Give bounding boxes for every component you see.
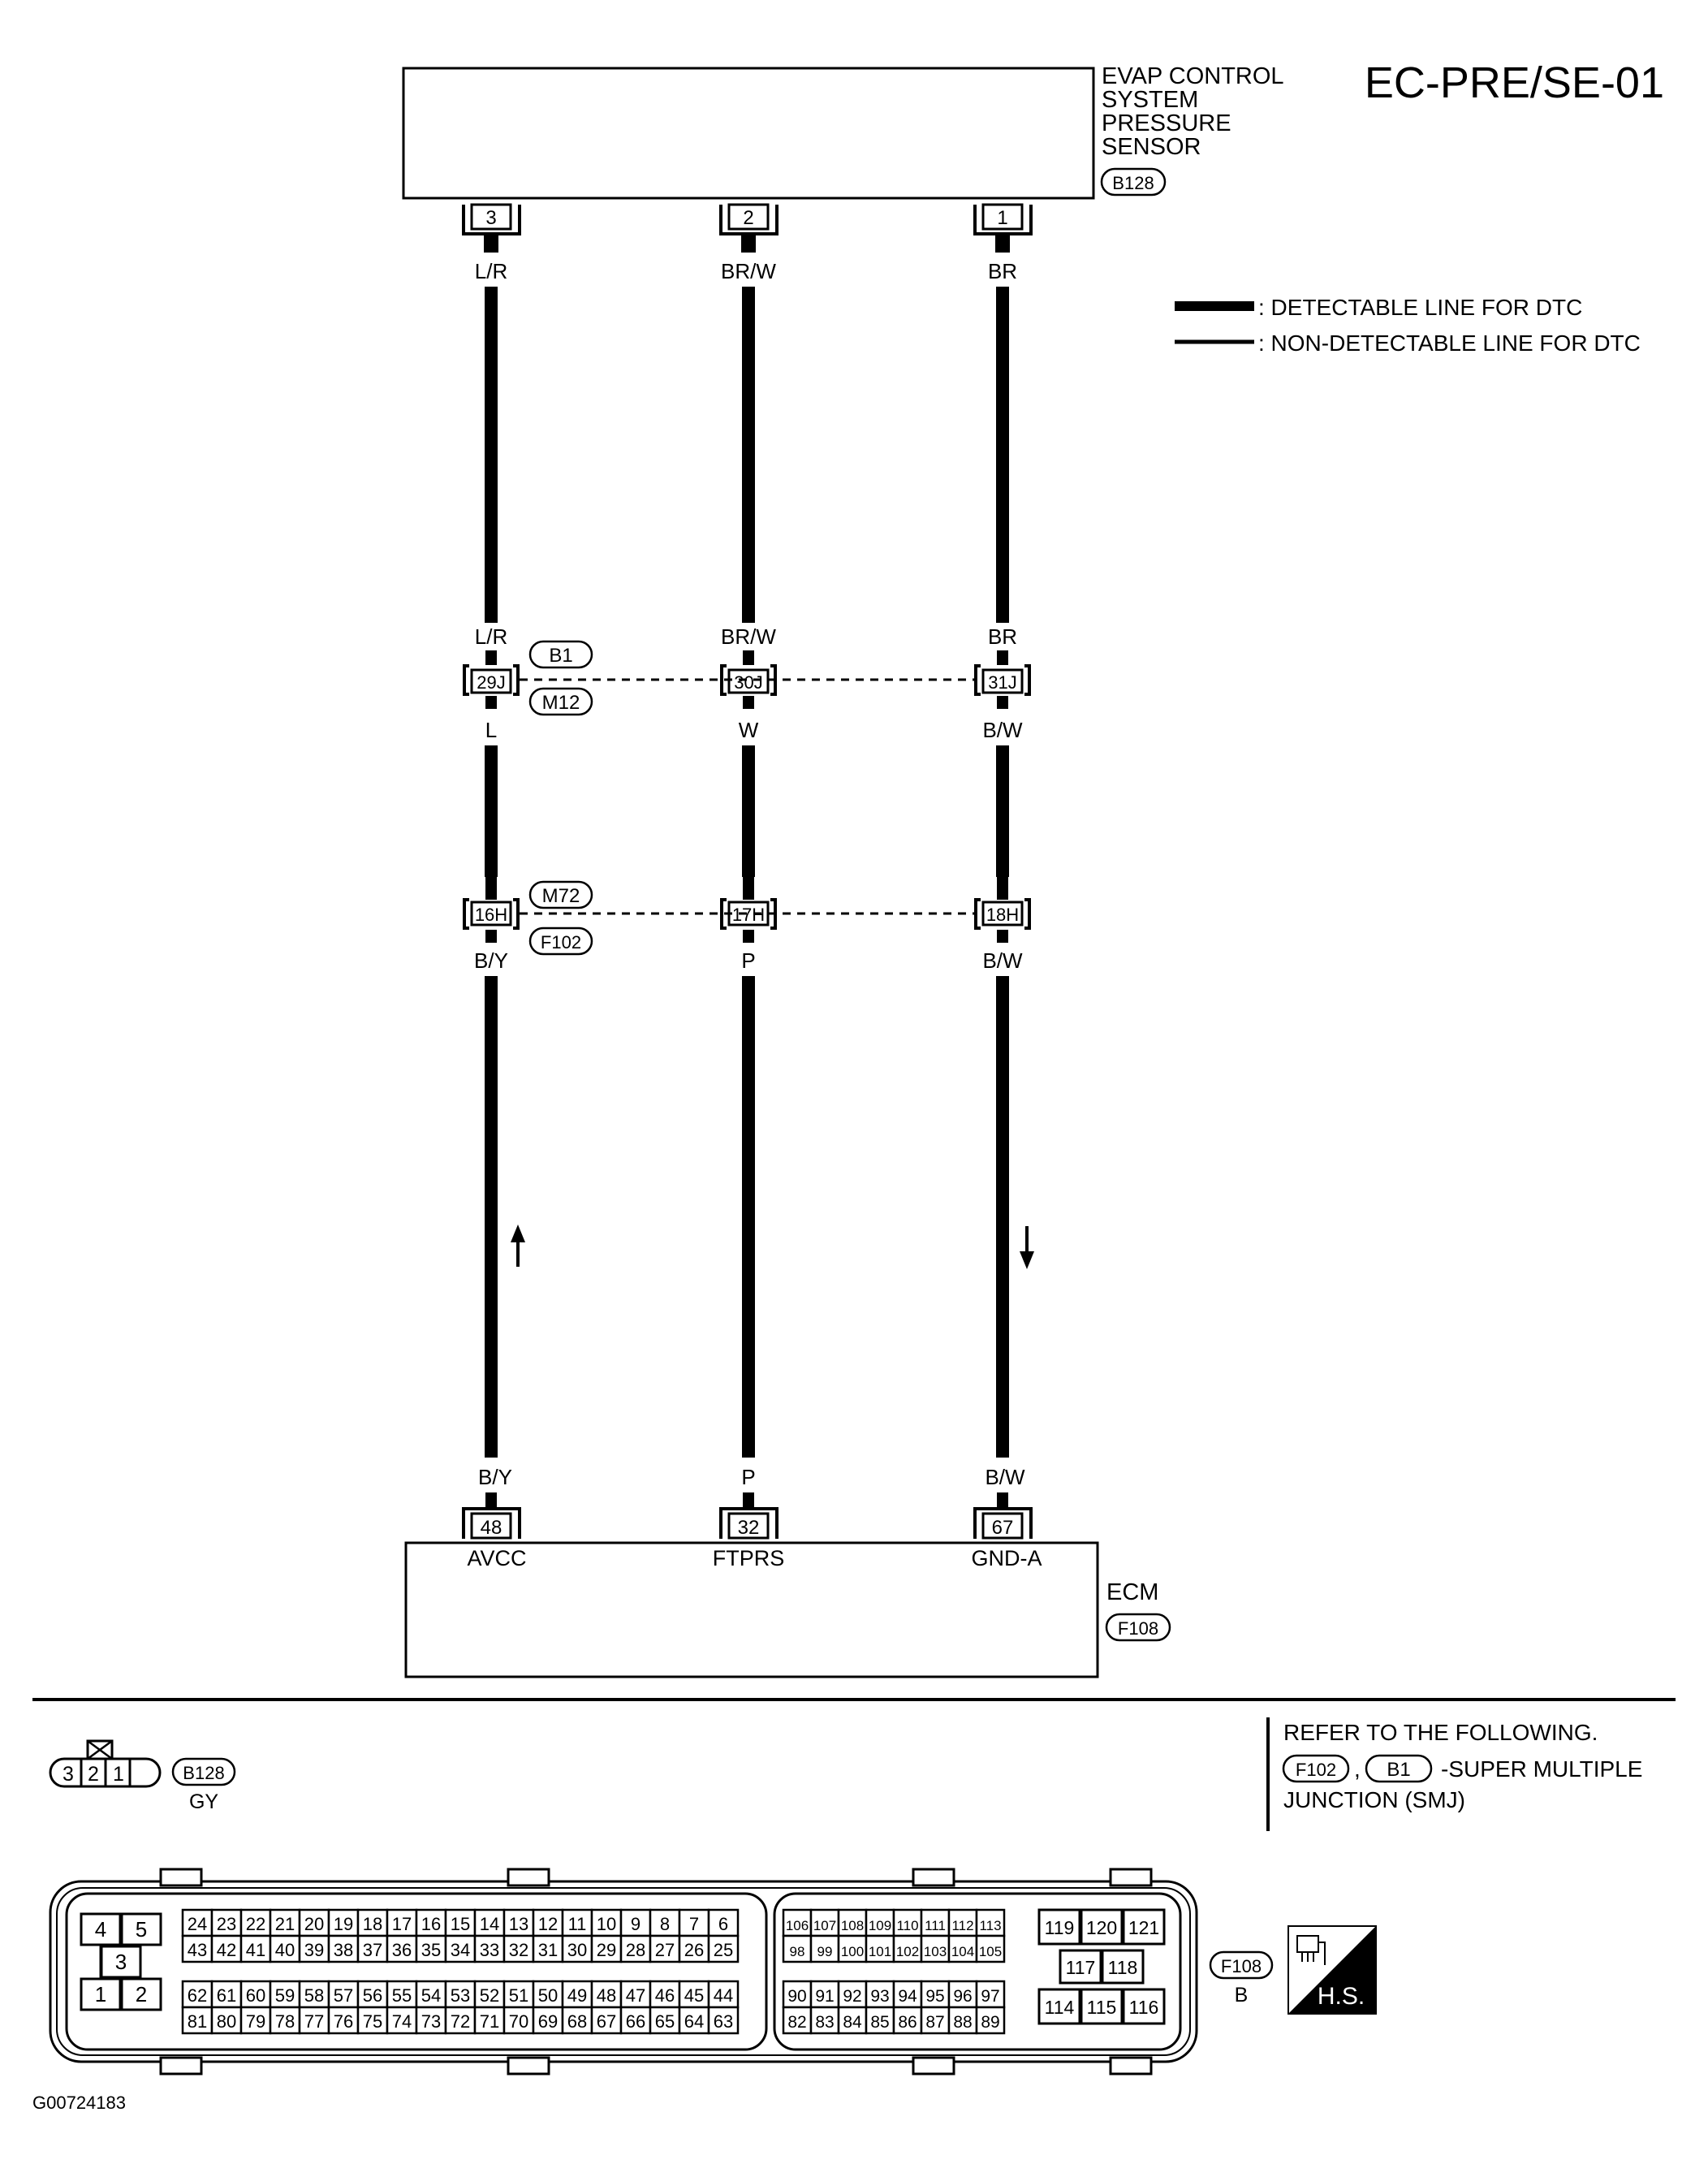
ecm-face-pin: 88 bbox=[953, 2013, 973, 2032]
ecm-face-pin: 113 bbox=[979, 1918, 1002, 1933]
ecm-face-pin: 96 bbox=[953, 1987, 973, 2006]
ecm-face-pin-grid-upper-left bbox=[183, 1910, 738, 1962]
ecm-face-pin: 117 bbox=[1065, 1957, 1096, 1978]
ecm-face-pin: 109 bbox=[868, 1918, 892, 1933]
junction1-wire-top: L/R bbox=[474, 624, 508, 649]
junction2-wire-bottom: P bbox=[741, 948, 756, 973]
junction1-pin: 30J bbox=[734, 672, 763, 693]
ecm-face-pin: 48 bbox=[596, 1985, 617, 2006]
ecm-face-pin: 24 bbox=[187, 1914, 208, 1934]
ecm-face-pin: 63 bbox=[713, 2011, 734, 2032]
wire-color-top: BR bbox=[987, 259, 1018, 283]
ecm-face-pin: 103 bbox=[923, 1944, 947, 1959]
ecm-face-tab bbox=[508, 2058, 549, 2074]
ecm-face-pin: 114 bbox=[1044, 1997, 1075, 2018]
ecm-face-pin: 41 bbox=[245, 1940, 266, 1960]
ecm-pin-number: 67 bbox=[991, 1517, 1014, 1539]
sensor-connector-face bbox=[50, 1741, 235, 1813]
ecm-face-tab bbox=[1111, 1869, 1151, 1885]
junction2-pin: 18H bbox=[986, 905, 1020, 925]
ecm-face-pin: 19 bbox=[333, 1914, 354, 1934]
circuit-3 bbox=[972, 205, 1042, 1570]
ecm-face-pin: 17 bbox=[391, 1914, 412, 1934]
wire-color-top: L/R bbox=[474, 259, 508, 283]
ecm-face-pin: 60 bbox=[245, 1985, 266, 2006]
junction1-wire-bottom: W bbox=[738, 718, 759, 742]
ecm-face-pin: 77 bbox=[304, 2011, 325, 2032]
ecm-signal-name: AVCC bbox=[467, 1546, 527, 1570]
ecm-face-pin: 5 bbox=[135, 1917, 148, 1942]
junction2-stub-top bbox=[743, 877, 754, 900]
ecm-wire-color: B/Y bbox=[478, 1465, 512, 1489]
junction1-stub-bottom bbox=[997, 696, 1008, 709]
ecm-face-pin: 47 bbox=[625, 1985, 646, 2006]
junction1-pin: 29J bbox=[477, 672, 506, 693]
ecm-connector-face bbox=[50, 1869, 1197, 2074]
ecm-face-pin: 40 bbox=[274, 1940, 295, 1960]
ecm-face-pin: 11 bbox=[567, 1914, 587, 1934]
ecm-face-pin: 91 bbox=[815, 1987, 835, 2006]
ecm-face-pin: 43 bbox=[187, 1940, 208, 1960]
ecm-face-pin: 118 bbox=[1107, 1957, 1138, 1978]
ecm-face-pin: 4 bbox=[94, 1917, 107, 1942]
ecm-face-pin: 9 bbox=[630, 1914, 641, 1934]
ecm-pin-number: 48 bbox=[480, 1517, 502, 1539]
hs-icon bbox=[1288, 1926, 1376, 2014]
ecm-face-tab bbox=[1111, 2058, 1151, 2074]
ecm-face-pin: 71 bbox=[479, 2011, 500, 2032]
junction2-stub-top bbox=[485, 877, 497, 900]
sensor-name-line-1: EVAP CONTROL bbox=[1102, 63, 1284, 89]
ecm-face-pin: 55 bbox=[391, 1985, 412, 2006]
legend-non-detectable-text: : NON-DETECTABLE LINE FOR DTC bbox=[1258, 330, 1641, 356]
junction1-connector-bottom: M12 bbox=[541, 692, 580, 714]
ecm-face-pin: 61 bbox=[216, 1985, 237, 2006]
current-arrow-down bbox=[1020, 1226, 1034, 1269]
ecm-wire-color: P bbox=[741, 1465, 756, 1489]
ecm-face-pin: 37 bbox=[362, 1940, 383, 1960]
ecm-pin-number: 32 bbox=[737, 1517, 760, 1539]
ecm-signal-name: GND-A bbox=[971, 1546, 1042, 1570]
refer-separator: , bbox=[1354, 1756, 1361, 1782]
sensor-label bbox=[1102, 63, 1284, 160]
wire-color-top: BR/W bbox=[721, 259, 776, 283]
sensor-face-id: B128 bbox=[183, 1763, 225, 1783]
junction2-wire-bottom: B/Y bbox=[474, 948, 508, 973]
ecm-face-pin: 119 bbox=[1044, 1917, 1075, 1938]
ecm-face-pin: 28 bbox=[625, 1940, 646, 1960]
ecm-face-pin: 10 bbox=[596, 1914, 617, 1934]
ecm-face-pin: 16 bbox=[421, 1914, 442, 1934]
refer-ref-1: F102 bbox=[1295, 1760, 1337, 1780]
sensor-face-pin: 3 bbox=[63, 1763, 74, 1786]
ecm-face-pin: 58 bbox=[304, 1985, 325, 2006]
ecm-face-pin: 65 bbox=[654, 2011, 675, 2032]
ecm-face-pin: 25 bbox=[713, 1940, 734, 1960]
ecm-face-pin: 69 bbox=[537, 2011, 559, 2032]
junction1-bracket-right bbox=[513, 666, 518, 694]
ecm-face-pin: 120 bbox=[1085, 1917, 1118, 1938]
wire-stub bbox=[995, 235, 1010, 253]
ecm-face-pin: 110 bbox=[896, 1918, 919, 1933]
ecm-face-pin-grid-upper-right bbox=[783, 1910, 1004, 1962]
ecm-wire-color: B/W bbox=[985, 1465, 1025, 1489]
ecm-face-pin: 85 bbox=[870, 2013, 890, 2032]
ecm-face-pin: 98 bbox=[789, 1944, 805, 1959]
ecm-face-pin-grid-lower-left bbox=[183, 1981, 738, 2033]
ecm-face-tab bbox=[913, 1869, 954, 1885]
junction1-stub-top bbox=[743, 650, 754, 665]
ecm-face-pin: 86 bbox=[898, 2013, 917, 2032]
sensor-name-line-3: PRESSURE bbox=[1102, 110, 1231, 136]
ecm-face-pin: 80 bbox=[216, 2011, 237, 2032]
sensor-face-color: GY bbox=[188, 1790, 219, 1813]
ecm-face-pin: 105 bbox=[978, 1944, 1003, 1959]
ecm-face-pin: 7 bbox=[688, 1914, 700, 1934]
ecm-face-pin: 49 bbox=[567, 1985, 588, 2006]
ecm-face-pin: 97 bbox=[981, 1987, 1000, 2006]
junction2-stub-top bbox=[997, 877, 1008, 900]
sensor-face-pin: 1 bbox=[113, 1763, 124, 1786]
ecm-face-pin: 35 bbox=[421, 1940, 442, 1960]
ecm-face-pin: 101 bbox=[868, 1944, 892, 1959]
ecm-face-pin: 89 bbox=[981, 2013, 1000, 2032]
ecm-face-pin: 33 bbox=[479, 1940, 500, 1960]
ecm-face-pin: 79 bbox=[245, 2011, 266, 2032]
ecm-face-pin: 82 bbox=[787, 2013, 807, 2032]
ecm-face-pin: 14 bbox=[479, 1914, 500, 1934]
junction2-bracket-left bbox=[464, 900, 469, 928]
ecm-face-pin: 57 bbox=[333, 1985, 354, 2006]
circuit-1 bbox=[464, 205, 527, 1570]
ecm-face-pin: 116 bbox=[1128, 1997, 1159, 2018]
sensor-name-line-4: SENSOR bbox=[1102, 134, 1201, 160]
ecm-face-pin: 76 bbox=[333, 2011, 354, 2032]
ecm-face-pin: 83 bbox=[815, 2013, 835, 2032]
ecm-face-pin: 104 bbox=[951, 1944, 975, 1959]
ecm-face-pin: 2 bbox=[135, 1982, 148, 2006]
ecm-wire-stub bbox=[485, 1492, 497, 1507]
ecm-face-pin: 59 bbox=[274, 1985, 295, 2006]
junction1-wire-top: BR/W bbox=[721, 624, 776, 649]
junction2-bracket-left bbox=[976, 900, 981, 928]
ecm-face-pin: 66 bbox=[625, 2011, 646, 2032]
hs-label: H.S. bbox=[1317, 1983, 1365, 2010]
ecm-face-pin: 20 bbox=[304, 1914, 325, 1934]
junction2-connector-bottom: F102 bbox=[540, 932, 582, 952]
ecm-face-tab bbox=[161, 1869, 201, 1885]
ecm-name: ECM bbox=[1106, 1579, 1159, 1605]
sensor-pin-number: 1 bbox=[997, 207, 1008, 229]
ecm-face-pin: 31 bbox=[537, 1940, 559, 1960]
junction2-stub-bottom bbox=[743, 930, 754, 943]
junction1-stub-top bbox=[997, 650, 1008, 665]
ecm-face-pin: 15 bbox=[450, 1914, 471, 1934]
junction2-connector-top: M72 bbox=[541, 885, 580, 907]
ecm-face-pin: 23 bbox=[216, 1914, 237, 1934]
ecm-face-tab bbox=[508, 1869, 549, 1885]
ecm-face-pin: 3 bbox=[114, 1950, 127, 1974]
ecm-face-pin: 56 bbox=[362, 1985, 383, 2006]
ecm-face-pin: 12 bbox=[537, 1914, 559, 1934]
ecm-face-pin: 27 bbox=[654, 1940, 675, 1960]
ecm-face-pin: 90 bbox=[787, 1987, 807, 2006]
ecm-connector-id: F108 bbox=[1117, 1618, 1159, 1639]
junction2-stub-bottom bbox=[485, 930, 497, 943]
ecm-face-pin: 22 bbox=[245, 1914, 266, 1934]
ecm-face-pin: 87 bbox=[925, 2013, 945, 2032]
ecm-face-pin: 74 bbox=[391, 2011, 412, 2032]
legend-detectable-text: : DETECTABLE LINE FOR DTC bbox=[1258, 295, 1583, 320]
figure-id: G00724183 bbox=[32, 2093, 126, 2113]
ecm-face-pin: 44 bbox=[713, 1985, 734, 2006]
ecm-face-pin: 106 bbox=[785, 1918, 809, 1933]
sensor-connector-id: B128 bbox=[1112, 173, 1154, 193]
junction2-wire-bottom: B/W bbox=[982, 948, 1023, 973]
refer-ref-2: B1 bbox=[1387, 1759, 1411, 1781]
ecm-face-pin: 93 bbox=[870, 1987, 890, 2006]
refer-line-3: JUNCTION (SMJ) bbox=[1283, 1787, 1465, 1812]
ecm-face-pin: 62 bbox=[187, 1985, 208, 2006]
sensor-face-pin: 2 bbox=[88, 1763, 99, 1786]
refer-line-1: REFER TO THE FOLLOWING. bbox=[1283, 1720, 1598, 1745]
ecm-face-pin: 108 bbox=[840, 1918, 865, 1933]
wire-stub bbox=[484, 235, 498, 253]
ecm-face-pin: 46 bbox=[654, 1985, 675, 2006]
ecm-face-pin: 32 bbox=[508, 1940, 529, 1960]
ecm-face-pin: 18 bbox=[362, 1914, 383, 1934]
ecm-face-pin: 92 bbox=[843, 1987, 862, 2006]
junction1-bracket-left bbox=[976, 666, 981, 694]
ecm-face-pin: 42 bbox=[216, 1940, 237, 1960]
junction1-stub-bottom bbox=[485, 696, 497, 709]
ecm-face-pin: 73 bbox=[421, 2011, 442, 2032]
ecm-face-tab bbox=[913, 2058, 954, 2074]
ecm-face-pin: 34 bbox=[450, 1940, 471, 1960]
ecm-face-pin: 21 bbox=[274, 1914, 295, 1934]
sensor-name-line-2: SYSTEM bbox=[1102, 87, 1199, 113]
junction1-pin: 31J bbox=[988, 672, 1017, 693]
ecm-face-pin: 99 bbox=[817, 1944, 833, 1959]
sensor-box bbox=[403, 68, 1093, 198]
junction1-stub-bottom bbox=[743, 696, 754, 709]
ecm-face-pin: 95 bbox=[925, 1987, 945, 2006]
ecm-face-pin: 6 bbox=[718, 1914, 729, 1934]
junction1-wire-top: BR bbox=[987, 624, 1018, 649]
circuit-2 bbox=[713, 205, 785, 1570]
ecm-wire-stub bbox=[743, 1492, 754, 1507]
ecm-face-pin: 100 bbox=[840, 1944, 865, 1959]
junction1-wire-bottom: L bbox=[485, 718, 498, 742]
ecm-face-pin: 36 bbox=[391, 1940, 412, 1960]
ecm-signal-name: FTPRS bbox=[712, 1546, 785, 1570]
junction2-pin: 17H bbox=[731, 905, 766, 925]
ecm-face-pin: 38 bbox=[333, 1940, 354, 1960]
ecm-face-pin-grid-lower-right bbox=[783, 1981, 1004, 2033]
junction2-bracket-right bbox=[1024, 900, 1029, 928]
ecm-wire-stub bbox=[997, 1492, 1008, 1507]
ecm-face-outer bbox=[50, 1881, 1197, 2062]
ecm-face-pin: 102 bbox=[895, 1944, 920, 1959]
ecm-face-pin: 64 bbox=[684, 2011, 705, 2032]
ecm-face-pin: 111 bbox=[925, 1918, 946, 1933]
sensor-pin-number: 3 bbox=[485, 207, 497, 229]
ecm-face-pin: 121 bbox=[1128, 1917, 1160, 1938]
ecm-face-pin: 50 bbox=[537, 1985, 559, 2006]
ecm-face-pin: 67 bbox=[596, 2011, 617, 2032]
ecm-face-pin: 70 bbox=[508, 2011, 529, 2032]
junction1-bracket-left bbox=[464, 666, 469, 694]
junction1-stub-top bbox=[485, 650, 497, 665]
ecm-face-pin: 78 bbox=[274, 2011, 295, 2032]
ecm-face-id: F108 bbox=[1220, 1956, 1262, 1976]
ecm-face-pin: 54 bbox=[421, 1985, 442, 2006]
ecm-face-pin: 1 bbox=[94, 1982, 107, 2006]
ecm-face-pin: 29 bbox=[596, 1940, 617, 1960]
ecm-face-pin: 45 bbox=[684, 1985, 705, 2006]
ecm-face-pin: 81 bbox=[187, 2011, 208, 2032]
ecm-face-pin: 72 bbox=[450, 2011, 471, 2032]
ecm-face-tab bbox=[161, 2058, 201, 2074]
ecm-face-color: B bbox=[1234, 1984, 1249, 2006]
refer-line-2-suffix: -SUPER MULTIPLE bbox=[1441, 1756, 1643, 1782]
junction2-stub-bottom bbox=[997, 930, 1008, 943]
wire-stub bbox=[741, 235, 756, 253]
junction1-connector-top: B1 bbox=[549, 645, 573, 667]
junction1-bracket-right bbox=[1024, 666, 1029, 694]
ecm-face-pin: 26 bbox=[684, 1940, 705, 1960]
junction2-pin: 16H bbox=[474, 905, 508, 925]
ecm-face-pin: 13 bbox=[508, 1914, 529, 1934]
current-arrow-up bbox=[511, 1225, 525, 1267]
ecm-face-pin: 84 bbox=[843, 2013, 862, 2032]
page-code: EC-PRE/SE-01 bbox=[1364, 58, 1664, 107]
ecm-face-pin: 52 bbox=[479, 1985, 500, 2006]
ecm-face-pin: 51 bbox=[508, 1985, 529, 2006]
junction1-wire-bottom: B/W bbox=[982, 718, 1023, 742]
ecm-face-pin: 53 bbox=[450, 1985, 471, 2006]
ecm-face-pin: 68 bbox=[567, 2011, 588, 2032]
ecm-face-pin: 8 bbox=[659, 1914, 671, 1934]
junction2-bracket-right bbox=[513, 900, 518, 928]
ecm-face-pin: 115 bbox=[1086, 1997, 1117, 2018]
ecm-face-pin: 94 bbox=[898, 1987, 917, 2006]
ecm-face-pin: 75 bbox=[362, 2011, 383, 2032]
sensor-pin-number: 2 bbox=[743, 207, 754, 229]
ecm-face-pin: 30 bbox=[567, 1940, 588, 1960]
ecm-face-pin: 39 bbox=[304, 1940, 325, 1960]
ecm-face-pin: 112 bbox=[951, 1918, 974, 1933]
ecm-face-pin: 107 bbox=[813, 1918, 837, 1933]
